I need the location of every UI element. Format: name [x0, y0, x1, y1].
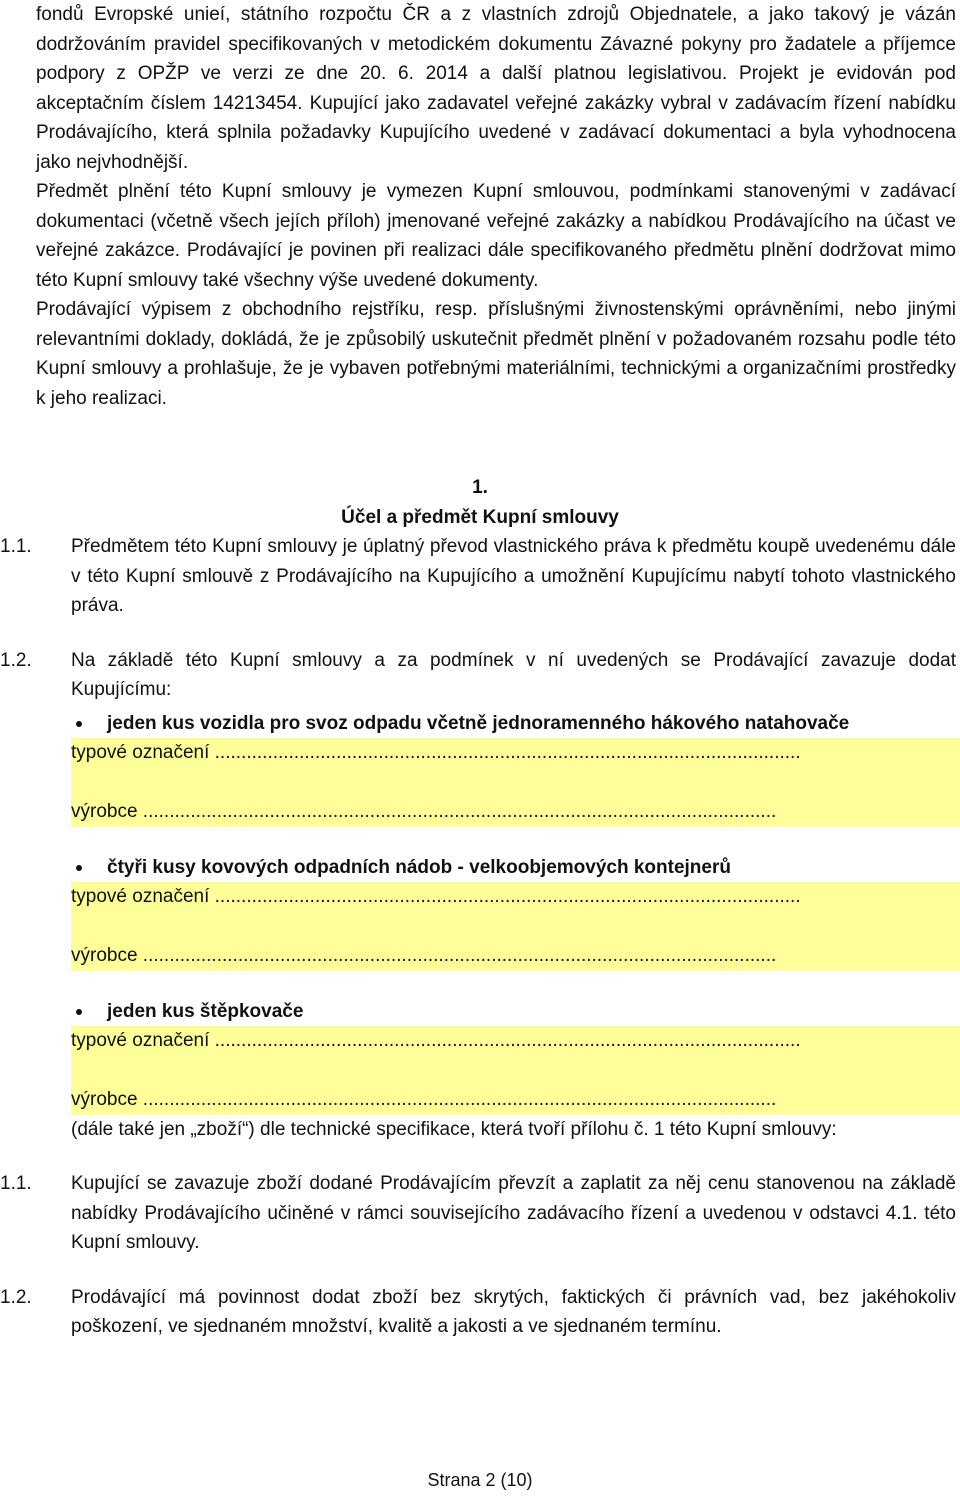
clause-text: Kupující se zavazuje zboží dodané Prodávajícím převzít a zaplatit za něj cenu stanovenou na základě nabídky Prodávajícího učiněné v rámci souvisejícího zadávacího řízení a uvedenou v odstavci 4.1. této Kupní smlouvy. — [71, 1173, 956, 1253]
fill-field-type[interactable] — [71, 738, 960, 797]
fill-field-maker[interactable] — [71, 941, 960, 971]
fill-field-type[interactable] — [71, 1026, 960, 1085]
clause-1-2 — [0, 646, 956, 705]
item-chipper — [0, 997, 956, 1027]
clause-number: 1.1. — [0, 1173, 32, 1194]
intro-paragraph-3: Prodávající výpisem z obchodního rejstříku, resp. příslušnými živnostenskými oprávněními, nebo jinými relevantními doklady, dokládá, že je způsobilý uskutečnit předmět plnění v požadovaném rozsahu podle této Kupní smlouvy a prohlašuje, že je vybaven potřebnými materiálními, technickými a organizačními prostředky k jeho realizaci. — [36, 299, 956, 409]
clause-text: Předmětem této Kupní smlouvy je úplatný převod vlastnického práva k předmětu koupě uvedenému dále v této Kupní smlouvě z Prodávajícího na Kupujícího a umožnění Kupujícímu nabytí tohoto vlastnického práva. — [71, 536, 956, 616]
clause-number: 1.1. — [0, 536, 32, 557]
clause-1-1 — [0, 532, 956, 621]
section-title: Účel a předmět Kupní smlouvy — [341, 506, 619, 528]
section-number: 1. — [472, 477, 488, 498]
clause-number: 1.2. — [0, 1286, 32, 1308]
item-vehicle — [0, 709, 956, 739]
fill-field-type[interactable] — [71, 882, 960, 941]
clause-number: 1.2. — [0, 649, 32, 671]
fill-field-maker[interactable] — [71, 1085, 960, 1115]
intro-paragraph-2: Předmět plnění této Kupní smlouvy je vymezen Kupní smlouvou, podmínkami stanovenými v zadávací dokumentaci (včetně všech jejích příloh) jmenované veřejné zakázky a nabídkou Prodávajícího na účast ve veřejné zakázce. Prodávající je povinen při realizaci dále specifikovaného předmětu plnění dodržovat mimo této Kupní smlouvy také všechny výše uvedené dokumenty. — [36, 181, 956, 291]
items-tail: (dále také jen „zboží“) dle technické specifikace, která tvoří přílohu č. 1 této Kupní smlouvy: — [71, 1118, 837, 1140]
maker-label: výrobce ........................................................................................................................ — [71, 801, 777, 822]
type-label: typové označení ............................................................................................................... — [71, 1030, 801, 1051]
type-label: typové označení ............................................................................................................... — [71, 886, 801, 907]
clause-text: Na základě této Kupní smlouvy a za podmínek v ní uvedených se Prodávající zavazuje dodat Kupujícímu: — [71, 649, 956, 700]
clause-2-2 — [0, 1283, 956, 1342]
item-title: čtyři kusy kovových odpadních nádob - velkoobjemových kontejnerů — [107, 856, 731, 878]
clause-text: Prodávající má povinnost dodat zboží bez skrytých, faktických či právních vad, bez jakéhokoliv poškození, ve sjednaném množství, kvalitě a jakosti a ve sjednaném termínu. — [71, 1286, 956, 1337]
item-title: jeden kus vozidla pro svoz odpadu včetně jednoramenného hákového natahovače — [107, 712, 850, 734]
item-containers — [0, 853, 956, 883]
item-title: jeden kus štěpkovače — [107, 1000, 304, 1022]
fill-field-maker[interactable] — [71, 797, 960, 827]
intro-paragraph-1: fondů Evropské unieí, státního rozpočtu ČR a z vlastních zdrojů Objednatele, a jako takový je vázán dodržováním pravidel specifikovaných v metodickém dokumentu Závazné pokyny pro žadatele a příjemce podpory z OPŽP ve verzi ze dne 20. 6. 2014 a další platnou legislativou. Projekt je evidován pod akceptačním číslem 14213454. Kupující jako zadavatel veřejné zakázky vybral v zadávacím řízení nabídku Prodávajícího, která splnila požadavky Kupujícího uvedené v zadávací dokumentaci a byla vyhodnocena jako nejvhodnější. — [36, 4, 956, 173]
page-footer: Strana 2 (10) — [427, 1470, 533, 1490]
maker-label: výrobce ........................................................................................................................ — [71, 945, 777, 966]
type-label: typové označení ............................................................................................................... — [71, 742, 801, 763]
maker-label: výrobce ........................................................................................................................ — [71, 1089, 777, 1110]
clause-2-1 — [0, 1169, 956, 1258]
